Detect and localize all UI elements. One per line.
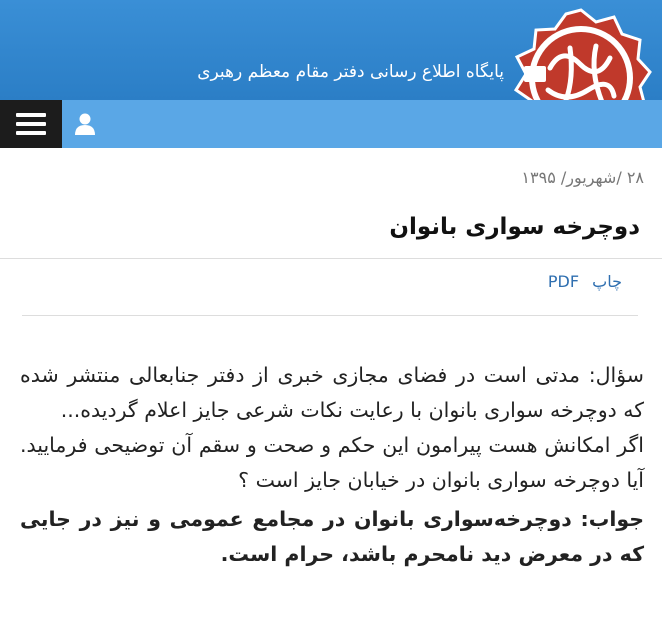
pdf-link[interactable]: PDF xyxy=(547,272,580,291)
question-text: سؤال: مدتی است در فضای مجازی خبری از دفتر جنابعالی منتشر شده که دوچرخه سواری بانوان با رعایت نکات شرعی جایز اعلام گردیده... xyxy=(20,363,644,422)
toolbar xyxy=(0,100,662,148)
article-tools xyxy=(548,272,622,291)
divider xyxy=(0,258,662,259)
print-link[interactable]: چاپ xyxy=(592,272,622,291)
hamburger-icon-bar xyxy=(16,122,46,126)
divider xyxy=(22,315,638,316)
hamburger-icon-bar xyxy=(16,131,46,135)
question-text-continued: اگر امکانش هست پیرامون این حکم و صحت و سقم آن توضیحی فرمایید. آیا دوچرخه سواری بانوان در خیابان جایز است ؟ xyxy=(20,433,644,492)
article-date: ۲۸ /شهریور/ ۱۳۹۵ xyxy=(521,168,644,187)
site-title[interactable]: پایگاه اطلاع رسانی دفتر مقام معظم رهبری xyxy=(197,62,504,82)
article-body xyxy=(20,358,644,572)
answer-text: جواب: دوچرخه‌سواری بانوان در مجامع عمومی و نیز در جایی که در معرض دید نامحرم باشد، حرام است. xyxy=(20,507,644,566)
menu-button[interactable] xyxy=(0,100,62,148)
hamburger-icon-bar xyxy=(16,113,46,117)
user-icon[interactable] xyxy=(74,112,96,136)
article-title[interactable]: دوچرخه سواری بانوان xyxy=(389,214,640,240)
